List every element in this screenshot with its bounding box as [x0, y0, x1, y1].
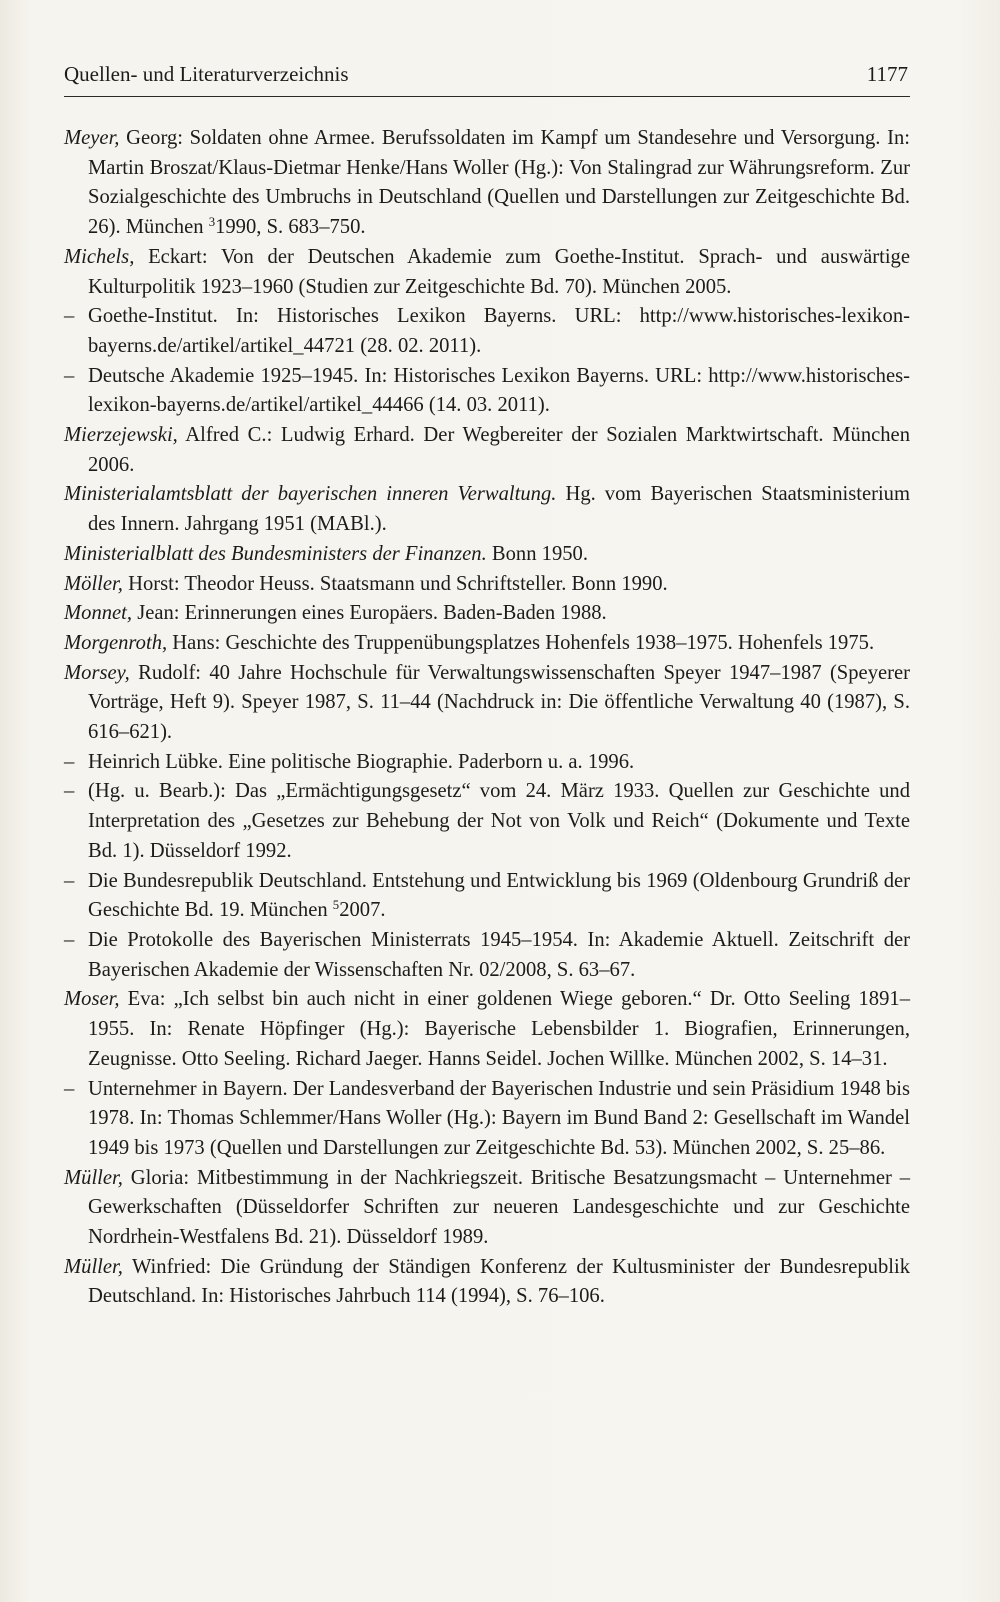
- entry-text: Deutsche Akademie 1925–1945. In: Historisches Lexikon Bayerns. URL: http://www.historisches-lexikon-bayerns.de/artikel/artikel_44466 (14. 03. 2011).: [88, 364, 910, 417]
- entry-author: Michels,: [64, 245, 135, 268]
- entry-text: Eckart: Von der Deutschen Akademie zum Goethe-Institut. Sprach- und auswärtige Kulturpolitik 1923–1960 (Studien zur Zeitgeschichte Bd. 70). München 2005.: [88, 245, 910, 298]
- entry-author: Monnet,: [64, 602, 133, 625]
- bibliography-entry: [64, 985, 910, 1074]
- entry-text: Winfried: Die Gründung der Ständigen Konferenz der Kultusminister der Bundesrepublik Deutschland. In: Historisches Jahrbuch 114 (1994), S. 76–106.: [88, 1255, 910, 1308]
- page-number: 1177: [866, 62, 908, 86]
- entry-author: Mierzejewski,: [64, 424, 178, 447]
- entry-author: Morsey,: [64, 661, 130, 684]
- bibliography-entry: [64, 1075, 910, 1164]
- bibliography-entry: [64, 124, 910, 243]
- entry-text: Rudolf: 40 Jahre Hochschule für Verwaltungswissenschaften Speyer 1947–1987 (Speyerer Vorträge, Heft 9). Speyer 1987, S. 11–44 (Nachdruck in: Die öffentliche Verwaltung 40 (1987), S. 616–621).: [88, 661, 910, 744]
- bibliography-entry: [64, 480, 910, 539]
- repeat-author-dash: –: [64, 1077, 75, 1100]
- repeat-author-dash: –: [64, 305, 75, 328]
- bibliography-entry: [64, 1253, 910, 1312]
- bibliography-entry: [64, 926, 910, 985]
- bibliography-entry: [64, 867, 910, 926]
- repeat-author-dash: –: [64, 928, 75, 951]
- entry-author: Müller,: [64, 1255, 123, 1278]
- bibliography-entry: [64, 540, 910, 570]
- entry-text: Eva: „Ich selbst bin auch nicht in einer goldenen Wiege geboren.“ Dr. Otto Seeling 1891–1955. In: Renate Höpfinger (Hg.): Bayerische Lebensbilder 1. Biografien, Erinnerungen, Zeugnisse. Otto Seeling. Richard Jaeger. Hanns Seidel. Jochen Willke. München 2002, S. 14–31.: [88, 988, 910, 1070]
- entry-text: Die Bundesrepublik Deutschland. Entstehung und Entwicklung bis 1969 (Oldenbourg Grundriß der Geschichte Bd. 19. München: [88, 869, 910, 922]
- entry-text: Alfred C.: Ludwig Erhard. Der Wegbereiter der Sozialen Marktwirtschaft. München 2006.: [88, 424, 910, 476]
- entry-text: Bonn 1950.: [486, 542, 588, 565]
- entry-text: Horst: Theodor Heuss. Staatsmann und Schriftsteller. Bonn 1990.: [122, 572, 668, 595]
- bibliography-entry: [64, 629, 910, 659]
- entry-text-after: 1990, S. 683–750.: [215, 216, 366, 239]
- bibliography-entry: [64, 362, 910, 421]
- entry-author: Meyer,: [64, 127, 120, 149]
- bibliography-entry: [64, 599, 910, 629]
- bibliography-entry: [64, 421, 910, 480]
- repeat-author-dash: –: [64, 869, 75, 892]
- bibliography-entry: [64, 302, 910, 361]
- bibliography-entry: [64, 748, 910, 778]
- entry-author: Ministerialamtsblatt der bayerischen inneren Verwaltung.: [64, 483, 557, 506]
- repeat-author-dash: –: [64, 780, 75, 803]
- bibliography-entry: [64, 243, 910, 302]
- header-title: Quellen- und Literaturverzeichnis: [64, 62, 349, 86]
- entry-author: Ministerialblatt des Bundesministers der Finanzen.: [64, 542, 487, 565]
- repeat-author-dash: –: [64, 364, 75, 387]
- entry-text: Heinrich Lübke. Eine politische Biographie. Paderborn u. a. 1996.: [88, 750, 635, 773]
- entry-text: Die Protokolle des Bayerischen Ministerrats 1945–1954. In: Akademie Aktuell. Zeitschrift der Bayerischen Akademie der Wissenschaften Nr. 02/2008, S. 63–67.: [88, 928, 910, 981]
- entry-text: Hans: Geschichte des Truppenübungsplatzes Hohenfels 1938–1975. Hohenfels 1975.: [167, 631, 875, 654]
- bibliography-entry: [64, 659, 910, 748]
- entry-author: Müller,: [64, 1166, 123, 1189]
- entry-text-after: 2007.: [339, 899, 386, 922]
- repeat-author-dash: –: [64, 750, 75, 773]
- edition-superscript: 5: [332, 898, 340, 913]
- bibliography-entry: [64, 777, 910, 866]
- entry-author: Möller,: [64, 572, 123, 595]
- entry-author: Moser,: [64, 988, 120, 1011]
- edition-superscript: 3: [208, 215, 216, 230]
- entry-text: Gloria: Mitbestimmung in der Nachkriegszeit. Britische Besatzungsmacht – Unternehmer – Gewerkschaften (Düsseldorfer Schriften zur neueren Landesgeschichte und zur Geschichte Nordrhein-Westfalens Bd. 21). Düsseldorf 1989.: [88, 1166, 910, 1249]
- entry-text: Jean: Erinnerungen eines Europäers. Baden-Baden 1988.: [132, 602, 607, 625]
- entry-text: (Hg. u. Bearb.): Das „Ermächtigungsgesetz“ vom 24. März 1933. Quellen zur Geschichte und Interpretation des „Gesetzes zur Behebung der Not von Volk und Reich“ (Dokumente und Texte Bd. 1). Düsseldorf 1992.: [88, 780, 910, 862]
- entry-text: Georg: Soldaten ohne Armee. Berufssoldaten im Kampf um Standesehre und Versorgung. In: Martin Broszat/Klaus-Dietmar Henke/Hans Woller (Hg.): Von Stalingrad zur Währungsreform. Zur Sozialgeschichte des Umbruchs in Deutschland (Quellen und Darstellungen zur Zeitgeschichte Bd. 26). München: [88, 127, 910, 239]
- entry-text: Hg. vom Bayerischen Staatsministerium des Innern. Jahrgang 1951 (MABl.).: [88, 483, 910, 536]
- entry-text: Goethe-Institut. In: Historisches Lexikon Bayerns. URL: http://www.historisches-lexikon-bayerns.de/artikel/artikel_44721 (28. 02. 2011).: [88, 305, 910, 357]
- bibliography-list: [64, 124, 910, 1312]
- running-header: [64, 60, 910, 97]
- entry-author: Morgenroth,: [64, 631, 168, 654]
- entry-text: Unternehmer in Bayern. Der Landesverband der Bayerischen Industrie und sein Präsidium 1948 bis 1978. In: Thomas Schlemmer/Hans Woller (Hg.): Bayern im Bund Band 2: Gesellschaft im Wandel 1949 bis 1973 (Quellen und Darstellungen zur Zeitgeschichte Bd. 53). München 2002, S. 25–86.: [88, 1077, 910, 1159]
- bibliography-entry: [64, 570, 910, 600]
- bibliography-entry: [64, 1164, 910, 1253]
